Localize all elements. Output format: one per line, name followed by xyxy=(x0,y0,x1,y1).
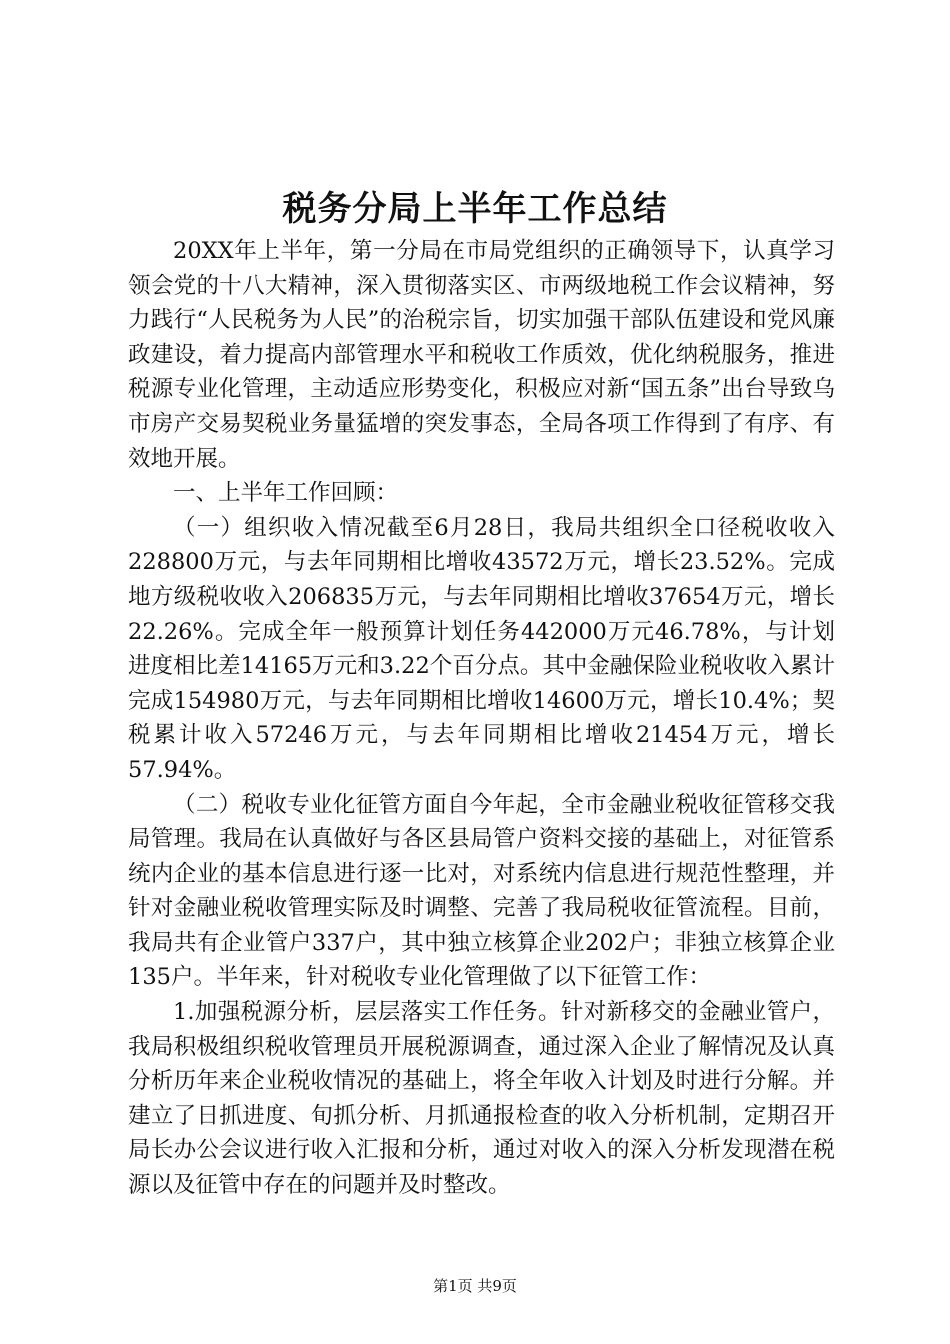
tax-source-analysis-paragraph: 1.加强税源分析，层层落实工作任务。针对新移交的金融业管户，我局积极组织税收管理员开展税源调查，通过深入企业了解情况及认真分析历年来企业税收情况的基础上，将全年收入计划及时进行分解。并建立了日抓进度、旬抓分析、月抓通报检查的收入分析机制，定期召开局长办公会议进行收入汇报和分析，通过对收入的深入分析发现潜在税源以及征管中存在的问题并及时整改。 xyxy=(128,999,835,1199)
section-heading: 一、上半年工作回顾： xyxy=(173,480,399,507)
revenue-paragraph: （一）组织收入情况截至6月28日，我局共组织全口径税收收入228800万元，与去年同期相比增收43572万元，增长23.52%。完成地方级税收收入206835万元，与去年同期相比增收37654万元，增长22.26%。完成全年一般预算计划任务442000万元46.78%，与计划进度相比差14165万元和3.22个百分点。其中金融保险业税收收入累计完成154980万元，与去年同期相比增收14600万元，增长10.4%；契税累计收入57246万元，与去年同期相比增收21454万元，增长57.94%。 xyxy=(128,514,835,783)
tax-management-paragraph: （二）税收专业化征管方面自今年起，全市金融业税收征管移交我局管理。我局在认真做好与各区县局管户资料交接的基础上，对征管系统内企业的基本信息进行逐一比对，对系统内信息进行规范性整理，并针对金融业税收管理实际及时调整、完善了我局税收征管流程。目前，我局共有企业管户337户，其中独立核算企业202户；非独立核算企业135户。半年来，针对税收专业化管理做了以下征管工作： xyxy=(128,791,835,991)
document-title: 税务分局上半年工作总结 xyxy=(282,189,668,229)
document-body xyxy=(128,234,835,1203)
intro-paragraph: 20XX年上半年，第一分局在市局党组织的正确领导下，认真学习领会党的十八大精神，深入贯彻落实区、市两级地税工作会议精神，努力践行“人民税务为人民”的治税宗旨，切实加强干部队伍建设和党风廉政建设，着力提高内部管理水平和税收工作质效，优化纳税服务，推进税源专业化管理，主动适应形势变化，积极应对新“国五条”出台导致乌市房产交易契税业务量猛增的突发事态，全局各项工作得到了有序、有效地开展。 xyxy=(128,238,835,472)
page-number-footer: 第1页 共9页 xyxy=(433,1277,517,1295)
